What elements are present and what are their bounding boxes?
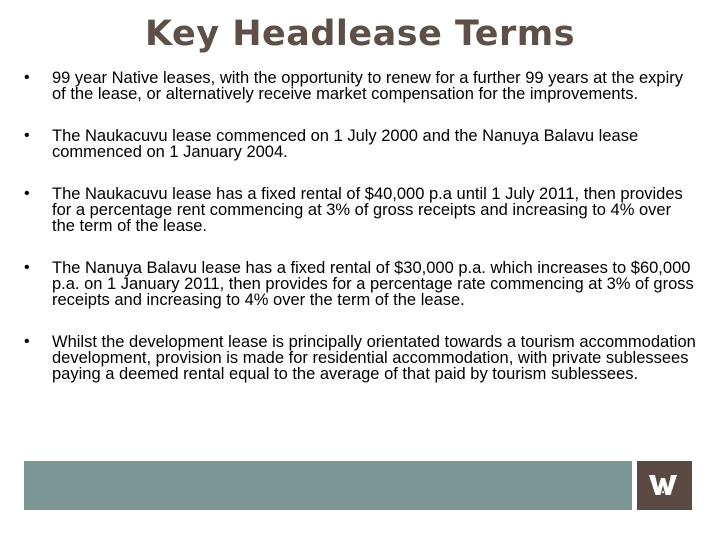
bullet-item [0,70,720,102]
footer-band [24,461,632,510]
company-logo [637,461,692,510]
bullet-icon: • [24,185,30,202]
bullet-icon: • [24,69,30,86]
bullet-text: Whilst the development lease is principally orientated towards a tourism accommodation development, provision is made for residential accommodation, with private sublessees paying a deemed rental equal to the average of that paid by tourism sublessees. [52,333,696,383]
bullet-text: The Naukacuvu lease commenced on 1 July 2000 and the Nanuya Balavu lease commenced on 1 January 2004. [52,127,639,161]
bullet-icon: • [24,127,30,144]
bullet-item [0,186,720,234]
bullet-list [0,70,720,408]
w-logo-icon [648,471,681,501]
bullet-item [0,128,720,160]
bullet-item [0,334,720,382]
bullet-text: The Nanuya Balavu lease has a fixed rental of $30,000 p.a. which increases to $60,000 p.a. on 1 January 2011, then provides for a percentage rate commencing at 3% of gross receipts and increasing to 4% over the term of the lease. [52,259,694,309]
bullet-text: 99 year Native leases, with the opportunity to renew for a further 99 years at the expiry of the lease, or alternatively receive market compensation for the improvements. [52,69,683,103]
slide-title: Key Headlease Terms [144,14,576,54]
bullet-text: The Naukacuvu lease has a fixed rental of $40,000 p.a until 1 July 2011, then provides for a percentage rent commencing at 3% of gross receipts and increasing to 4% over the term of the lease. [52,185,683,235]
bullet-icon: • [24,259,30,276]
bullet-item [0,260,720,308]
bullet-icon: • [24,333,30,350]
